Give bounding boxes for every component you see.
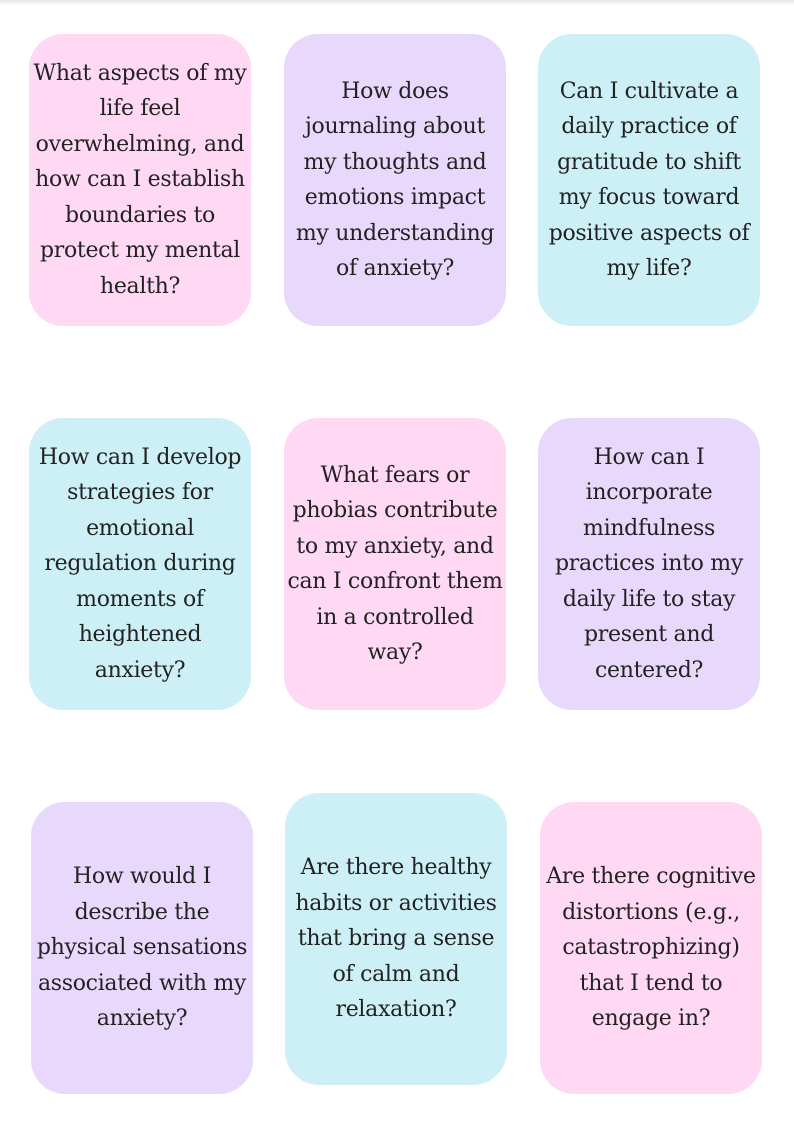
question-text: How can I incorporate mindfulness practices into my daily life to stay present and centered? xyxy=(554,444,743,683)
question-text: What aspects of my life feel overwhelming, and how can I establish boundaries to protect my mental health? xyxy=(33,60,247,299)
question-card-8 xyxy=(285,793,507,1085)
top-edge-shadow xyxy=(0,0,794,6)
question-card-6 xyxy=(538,418,760,710)
question-card-3 xyxy=(538,34,760,326)
question-text: Are there cognitive distortions (e.g., catastrophizing) that I tend to engage in? xyxy=(546,864,756,1032)
question-card-1 xyxy=(29,34,251,326)
question-text: How can I develop strategies for emotional regulation during moments of heightened anxiety? xyxy=(38,444,242,683)
question-text: How does journaling about my thoughts and emotions impact my understanding of anxiety? xyxy=(295,78,495,281)
question-text: Can I cultivate a daily practice of gratitude to shift my focus toward positive aspects of my life? xyxy=(548,78,750,281)
question-card-7 xyxy=(31,802,253,1094)
question-text: How would I describe the physical sensations associated with my anxiety? xyxy=(36,864,248,1032)
question-text: What fears or phobias contribute to my anxiety, and can I confront them in a controlled way? xyxy=(287,462,503,665)
question-text: Are there healthy habits or activities that bring a sense of calm and relaxation? xyxy=(295,855,497,1023)
question-card-9 xyxy=(540,802,762,1094)
question-card-2 xyxy=(284,34,506,326)
question-card-4 xyxy=(29,418,251,710)
question-card-5 xyxy=(284,418,506,710)
